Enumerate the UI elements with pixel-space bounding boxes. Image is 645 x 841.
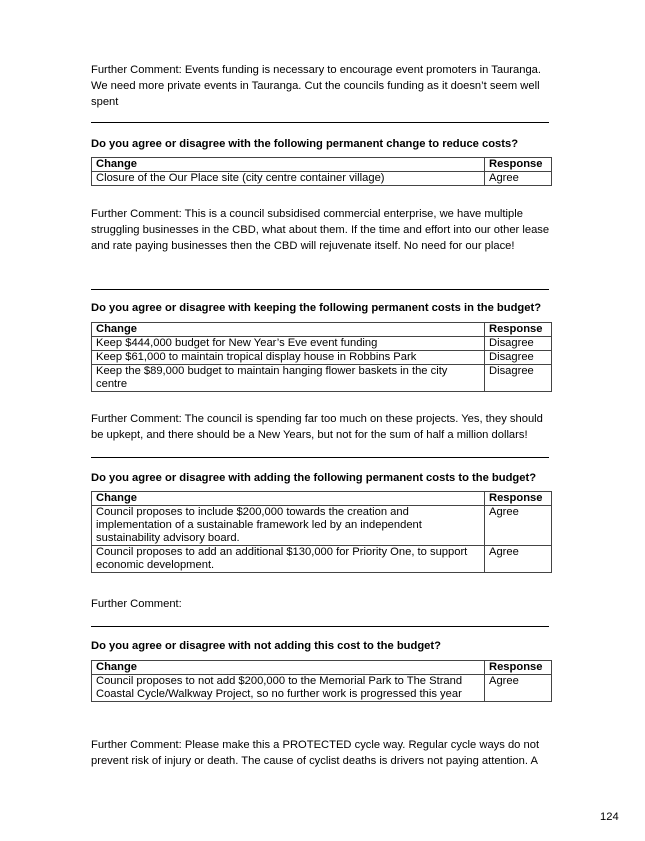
header-change: Change — [92, 492, 485, 506]
table-row — [92, 172, 552, 186]
table-row — [92, 351, 552, 365]
divider — [91, 289, 549, 290]
table-row — [92, 546, 552, 573]
divider — [91, 457, 549, 458]
table-header — [92, 661, 552, 675]
header-response: Response — [485, 661, 552, 675]
response-cell: Agree — [485, 675, 552, 702]
change-cell: Council proposes to not add $200,000 to the Memorial Park to The Strand Coastal Cycle/Walkway Project, so no further work is progressed this year — [92, 675, 485, 702]
change-cell: Closure of the Our Place site (city centre container village) — [92, 172, 485, 186]
header-response: Response — [485, 158, 552, 172]
divider — [91, 122, 549, 123]
page-number: 124 — [600, 811, 619, 823]
change-cell: Council proposes to include $200,000 towards the creation and implementation of a sustainable framework led by an independent sustainability advisory board. — [92, 506, 485, 546]
header-change: Change — [92, 158, 485, 172]
table-row — [92, 675, 552, 702]
header-change: Change — [92, 323, 485, 337]
table-2 — [91, 322, 552, 392]
table-header — [92, 492, 552, 506]
table-row — [92, 337, 552, 351]
table-1 — [91, 157, 552, 186]
table-4 — [91, 660, 552, 702]
comment-4: Further Comment: Please make this a PROTECTED cycle way. Regular cycle ways do not prevent risk of injury or death. The cause of cyclist deaths is drivers not paying attention. A — [91, 739, 540, 767]
response-cell: Agree — [485, 172, 552, 186]
response-cell: Agree — [485, 546, 552, 573]
header-change: Change — [92, 661, 485, 675]
header-response: Response — [485, 492, 552, 506]
question-3: Do you agree or disagree with adding the following permanent costs to the budget? — [91, 472, 537, 484]
question-1: Do you agree or disagree with the following permanent change to reduce costs? — [91, 138, 519, 150]
divider — [91, 626, 549, 627]
header-response: Response — [485, 323, 552, 337]
response-cell: Disagree — [485, 337, 552, 351]
intro-comment: Further Comment: Events funding is necessary to encourage event promoters in Tauranga. We need more private events in Tauranga. Cut the councils funding as it doesn’t seem well spent — [91, 64, 542, 108]
response-cell: Disagree — [485, 351, 552, 365]
response-cell: Disagree — [485, 365, 552, 392]
change-cell: Keep $444,000 budget for New Year’s Eve event funding — [92, 337, 485, 351]
table-header — [92, 323, 552, 337]
change-cell: Council proposes to add an additional $130,000 for Priority One, to support economic development. — [92, 546, 485, 573]
table-row — [92, 365, 552, 392]
response-cell: Agree — [485, 506, 552, 546]
question-2: Do you agree or disagree with keeping the following permanent costs in the budget? — [91, 302, 542, 314]
comment-1: Further Comment: This is a council subsidised commercial enterprise, we have multiple struggling businesses in the CBD, what about them. If the time and effort into our other lease and rate paying businesses then the CBD will rejuvenate itself. No need for our place! — [91, 208, 550, 252]
table-row — [92, 506, 552, 546]
question-4: Do you agree or disagree with not adding this cost to the budget? — [91, 640, 441, 652]
change-cell: Keep $61,000 to maintain tropical display house in Robbins Park — [92, 351, 485, 365]
change-cell: Keep the $89,000 budget to maintain hanging flower baskets in the city centre — [92, 365, 485, 392]
table-header — [92, 158, 552, 172]
comment-3: Further Comment: — [91, 598, 182, 610]
comment-2: Further Comment: The council is spending far too much on these projects. Yes, they should be upkept, and there should be a New Years, but not for the sum of half a million dollars! — [91, 413, 543, 441]
table-3 — [91, 491, 552, 573]
